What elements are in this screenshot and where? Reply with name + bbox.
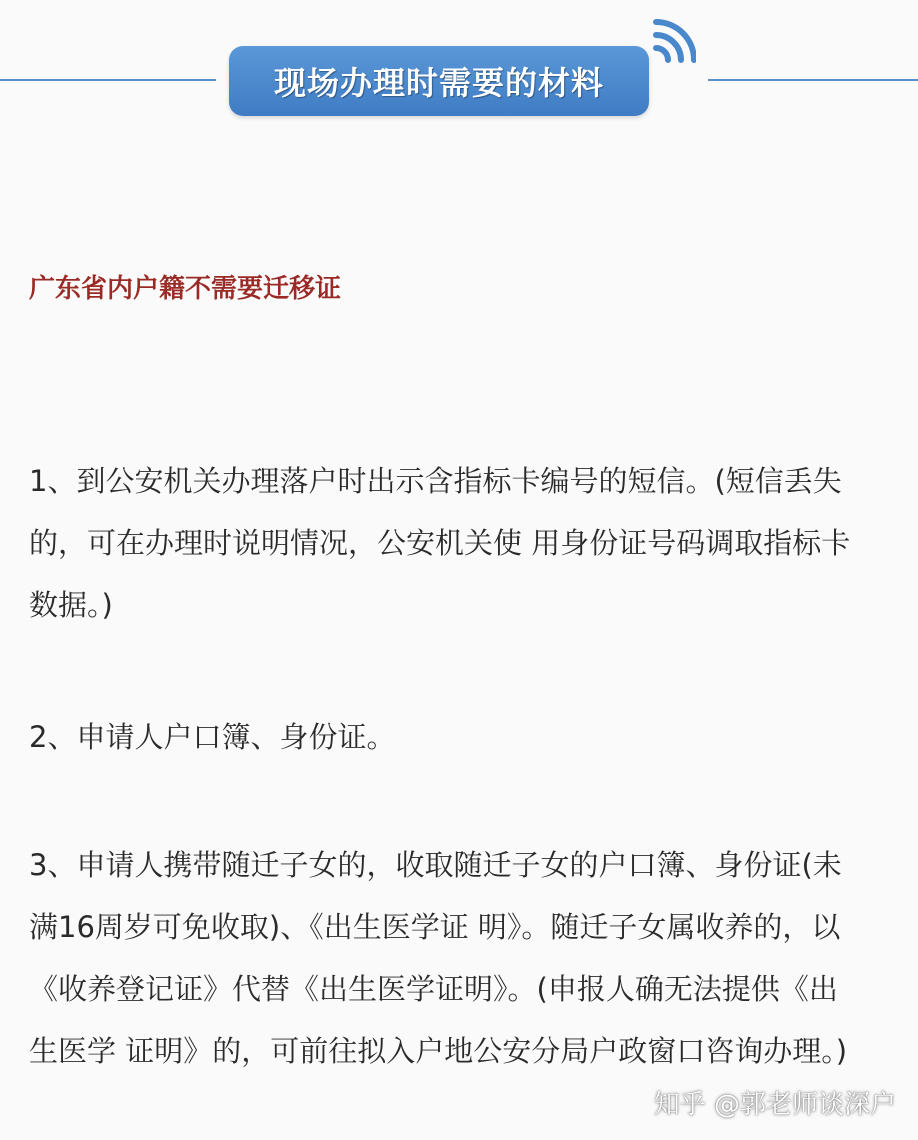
list-item-1-line-3: 数据。) <box>29 588 113 622</box>
section-title: 现场办理时需要的材料 <box>273 64 604 102</box>
section-title-banner <box>229 46 649 116</box>
list-item-3-line-1: 3、申请人携带随迁子女的，收取随迁子女的户口簿、身份证(未 <box>29 848 842 882</box>
header-divider-left <box>0 79 216 81</box>
list-item-1-line-2: 的，可在办理时说明情况，公安机关使 用身份证号码调取指标卡 <box>29 526 851 560</box>
list-item-1-line-1: 1、到公安机关办理落户时出示含指标卡编号的短信。(短信丢失 <box>29 464 842 498</box>
list-item-1 <box>29 450 889 636</box>
list-item-3-line-2: 满16周岁可免收取)、《出生医学证 明》。随迁子女属收养的，以 <box>29 910 841 944</box>
header-divider-right <box>708 79 918 81</box>
watermark: 知乎 @郭老师谈深户 <box>653 1090 896 1120</box>
list-item-3-line-4: 生医学 证明》的，可前往拟入户地公安分局户政窗口咨询办理。) <box>29 1034 848 1068</box>
list-item-2-line-1: 2、申请人户口簿、身份证。 <box>29 720 396 754</box>
list-item-2 <box>29 706 889 768</box>
list-item-3 <box>29 834 889 1082</box>
subheading: 广东省内户籍不需要迁移证 <box>29 274 342 304</box>
signal-wave-icon <box>648 18 696 70</box>
list-item-3-line-3: 《收养登记证》代替《出生医学证明》。(申报人确无法提供《出 <box>29 972 838 1006</box>
